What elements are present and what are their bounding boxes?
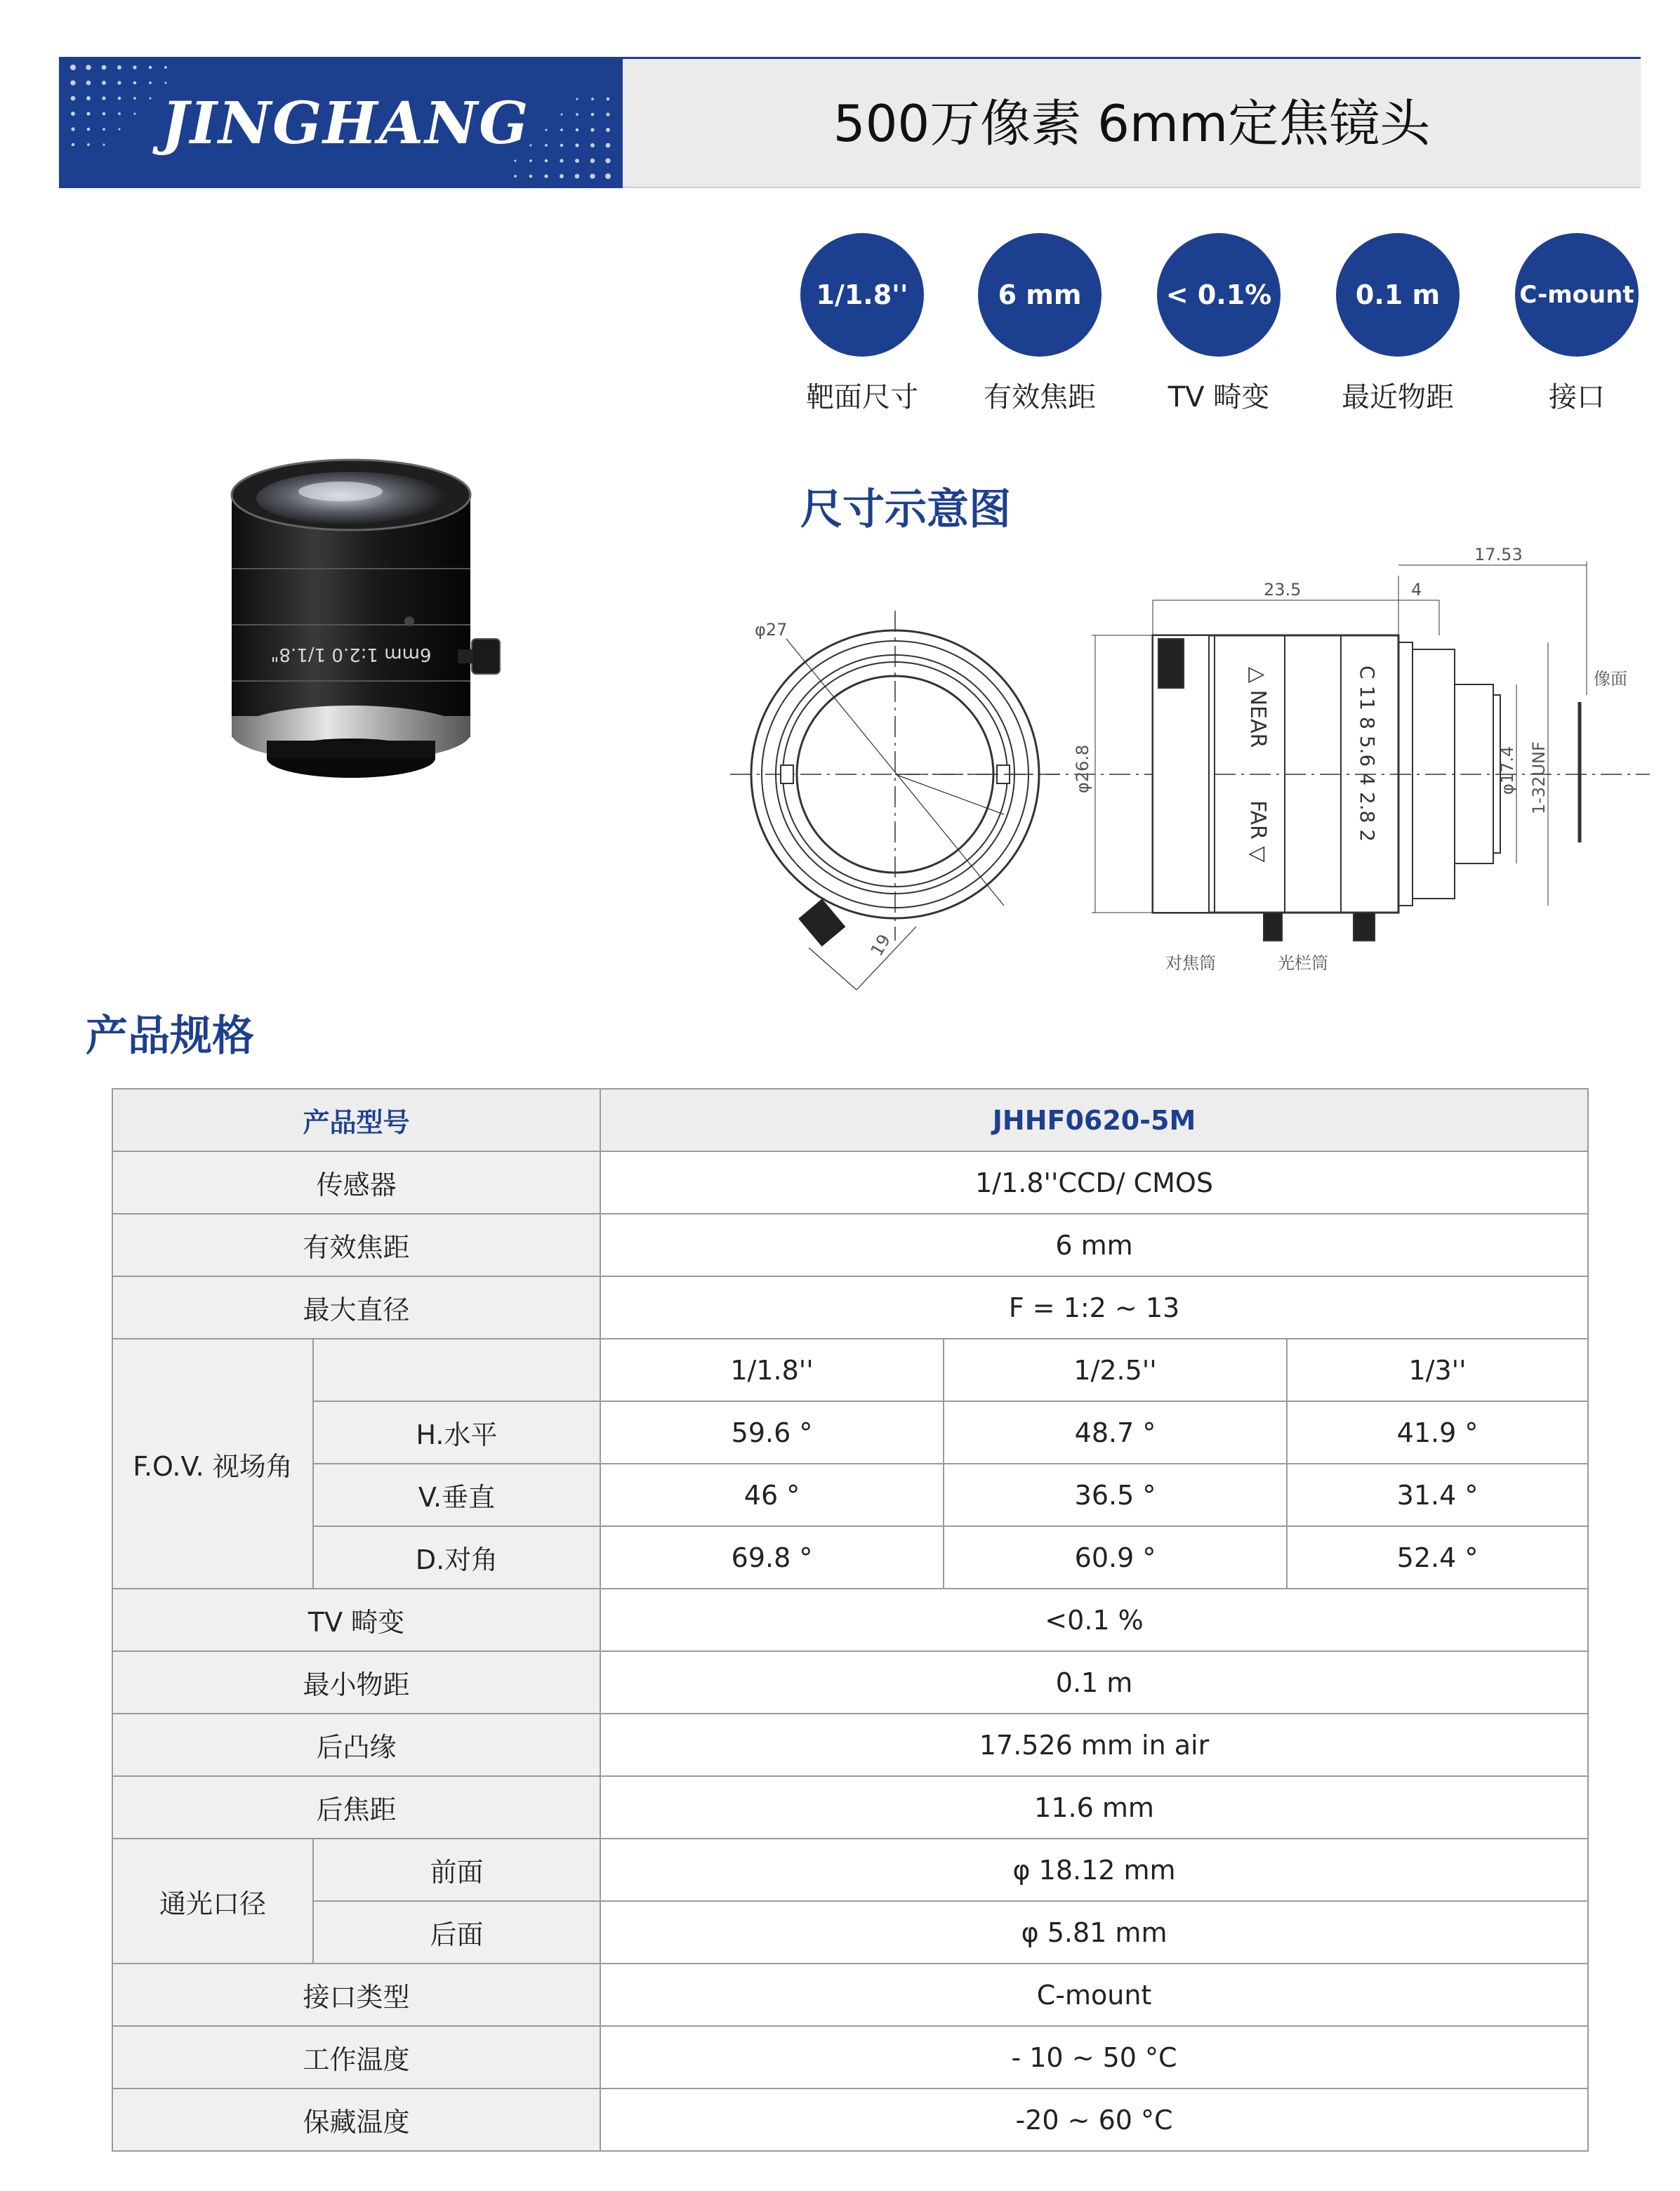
table-row	[112, 1339, 1588, 1401]
spec-sensor-size	[800, 233, 924, 415]
dim-flange-focal: 17.53	[1474, 545, 1523, 564]
fov-axis: H.水平	[313, 1401, 600, 1464]
sub-label: 前面	[313, 1839, 600, 1901]
sub-label: 后面	[313, 1901, 600, 1964]
row-label: 有效焦距	[112, 1214, 600, 1276]
spec-table	[112, 1088, 1589, 2152]
spec-label: 有效焦距	[984, 381, 1096, 413]
spec-label: 接口	[1549, 381, 1605, 413]
row-value: 1/1.8''CCD/ CMOS	[600, 1151, 1588, 1214]
fstop-scale: C 11 8 5.6 4 2.8 2	[1356, 666, 1379, 842]
row-value: 6 mm	[600, 1214, 1588, 1276]
spec-value: 0.1 m	[1336, 233, 1460, 357]
spec-mount	[1515, 233, 1639, 415]
fov-format: 1/2.5''	[944, 1339, 1287, 1401]
dimension-drawing	[723, 534, 1657, 997]
model-value: JHHF0620-5M	[600, 1089, 1588, 1151]
row-label: TV 畸变	[112, 1589, 600, 1651]
row-value: -20 ~ 60 °C	[600, 2089, 1588, 2151]
dim-rear-diameter: φ17.4	[1497, 746, 1517, 795]
table-row	[112, 1964, 1588, 2026]
table-row	[112, 1276, 1588, 1339]
row-value: C-mount	[600, 1964, 1588, 2026]
row-label: 最小物距	[112, 1651, 600, 1714]
row-value: - 10 ~ 50 °C	[600, 2026, 1588, 2089]
header-top-rule	[59, 57, 1641, 59]
far-marking: FAR ▽	[1245, 800, 1270, 863]
near-marking: △ NEAR	[1245, 667, 1270, 748]
table-row	[112, 1401, 1588, 1464]
row-label: 最大直径	[112, 1276, 600, 1339]
fov-value: 41.9 °	[1287, 1401, 1588, 1464]
table-row	[112, 2089, 1588, 2151]
table-row	[112, 1776, 1588, 1839]
table-row	[112, 1714, 1588, 1776]
spec-value: 6 mm	[978, 233, 1102, 357]
dim-body-diameter: φ26.8	[1073, 744, 1092, 793]
specs-heading: 产品规格	[86, 1012, 254, 1061]
fov-value: 46 °	[600, 1464, 944, 1526]
dim-flange-step: 4	[1411, 580, 1422, 600]
table-row	[112, 1526, 1588, 1589]
fov-axis: V.垂直	[313, 1464, 600, 1526]
row-label: 保藏温度	[112, 2089, 600, 2151]
image-plane-label: 像面	[1594, 669, 1627, 689]
row-value: φ 5.81 mm	[600, 1901, 1588, 1964]
fov-value: 36.5 °	[944, 1464, 1287, 1526]
row-value: <0.1 %	[600, 1589, 1588, 1651]
fov-value: 48.7 °	[944, 1401, 1287, 1464]
spec-value: 1/1.8''	[800, 233, 924, 357]
table-row	[112, 2026, 1588, 2089]
table-row	[112, 1464, 1588, 1526]
fov-value: 52.4 °	[1287, 1526, 1588, 1589]
row-value: 11.6 mm	[600, 1776, 1588, 1839]
dim-thread: 1-32UNF	[1529, 741, 1549, 814]
row-label: 传感器	[112, 1151, 600, 1214]
dim-front-diameter: φ27	[755, 620, 788, 640]
fov-value: 31.4 °	[1287, 1464, 1588, 1526]
fov-format: 1/3''	[1287, 1339, 1588, 1401]
fov-corner	[313, 1339, 600, 1401]
lens-engraving: 6mm 1:2.0 1/1.8"	[270, 644, 432, 665]
spec-focal-length	[978, 233, 1102, 415]
row-label: 后焦距	[112, 1776, 600, 1839]
row-value: φ 18.12 mm	[600, 1839, 1588, 1901]
row-label: 通光口径	[112, 1839, 313, 1964]
fov-value: 60.9 °	[944, 1526, 1287, 1589]
header-bottom-rule	[623, 187, 1641, 188]
table-row	[112, 1651, 1588, 1714]
front-view	[730, 611, 1060, 990]
fov-axis: D.对角	[313, 1526, 600, 1589]
fov-label: F.O.V. 视场角	[112, 1339, 313, 1589]
table-row	[112, 1901, 1588, 1964]
brand-logo: JINGHANG	[161, 90, 530, 157]
table-row	[112, 1151, 1588, 1214]
row-value: 0.1 m	[600, 1651, 1588, 1714]
row-value: 17.526 mm in air	[600, 1714, 1588, 1776]
drawing-heading: 尺寸示意图	[800, 485, 1011, 534]
spec-distortion	[1157, 233, 1281, 415]
row-label: 接口类型	[112, 1964, 600, 2026]
table-row	[112, 1589, 1588, 1651]
spec-label: 靶面尺寸	[806, 381, 918, 413]
spec-min-distance	[1336, 233, 1460, 415]
iris-ring-label: 光栏筒	[1278, 953, 1328, 973]
row-label: 工作温度	[112, 2026, 600, 2089]
spec-label: 最近物距	[1342, 381, 1454, 413]
spec-value: C-mount	[1515, 233, 1639, 357]
table-row	[112, 1089, 1588, 1151]
model-label: 产品型号	[112, 1089, 600, 1151]
side-view	[899, 545, 1650, 973]
fov-value: 69.8 °	[600, 1526, 944, 1589]
spec-value: < 0.1%	[1157, 233, 1281, 357]
page-title: 500万像素 6mm定焦镜头	[833, 94, 1431, 153]
dim-knob: 19	[866, 931, 895, 960]
dim-length: 23.5	[1264, 580, 1302, 600]
lens-product-photo	[211, 449, 534, 786]
fov-format: 1/1.8''	[600, 1339, 944, 1401]
table-row	[112, 1214, 1588, 1276]
focus-ring-label: 对焦筒	[1165, 953, 1216, 973]
spec-label: TV 畸变	[1168, 381, 1270, 413]
table-row	[112, 1839, 1588, 1901]
row-label: 后凸缘	[112, 1714, 600, 1776]
row-value: F = 1:2 ~ 13	[600, 1276, 1588, 1339]
fov-value: 59.6 °	[600, 1401, 944, 1464]
